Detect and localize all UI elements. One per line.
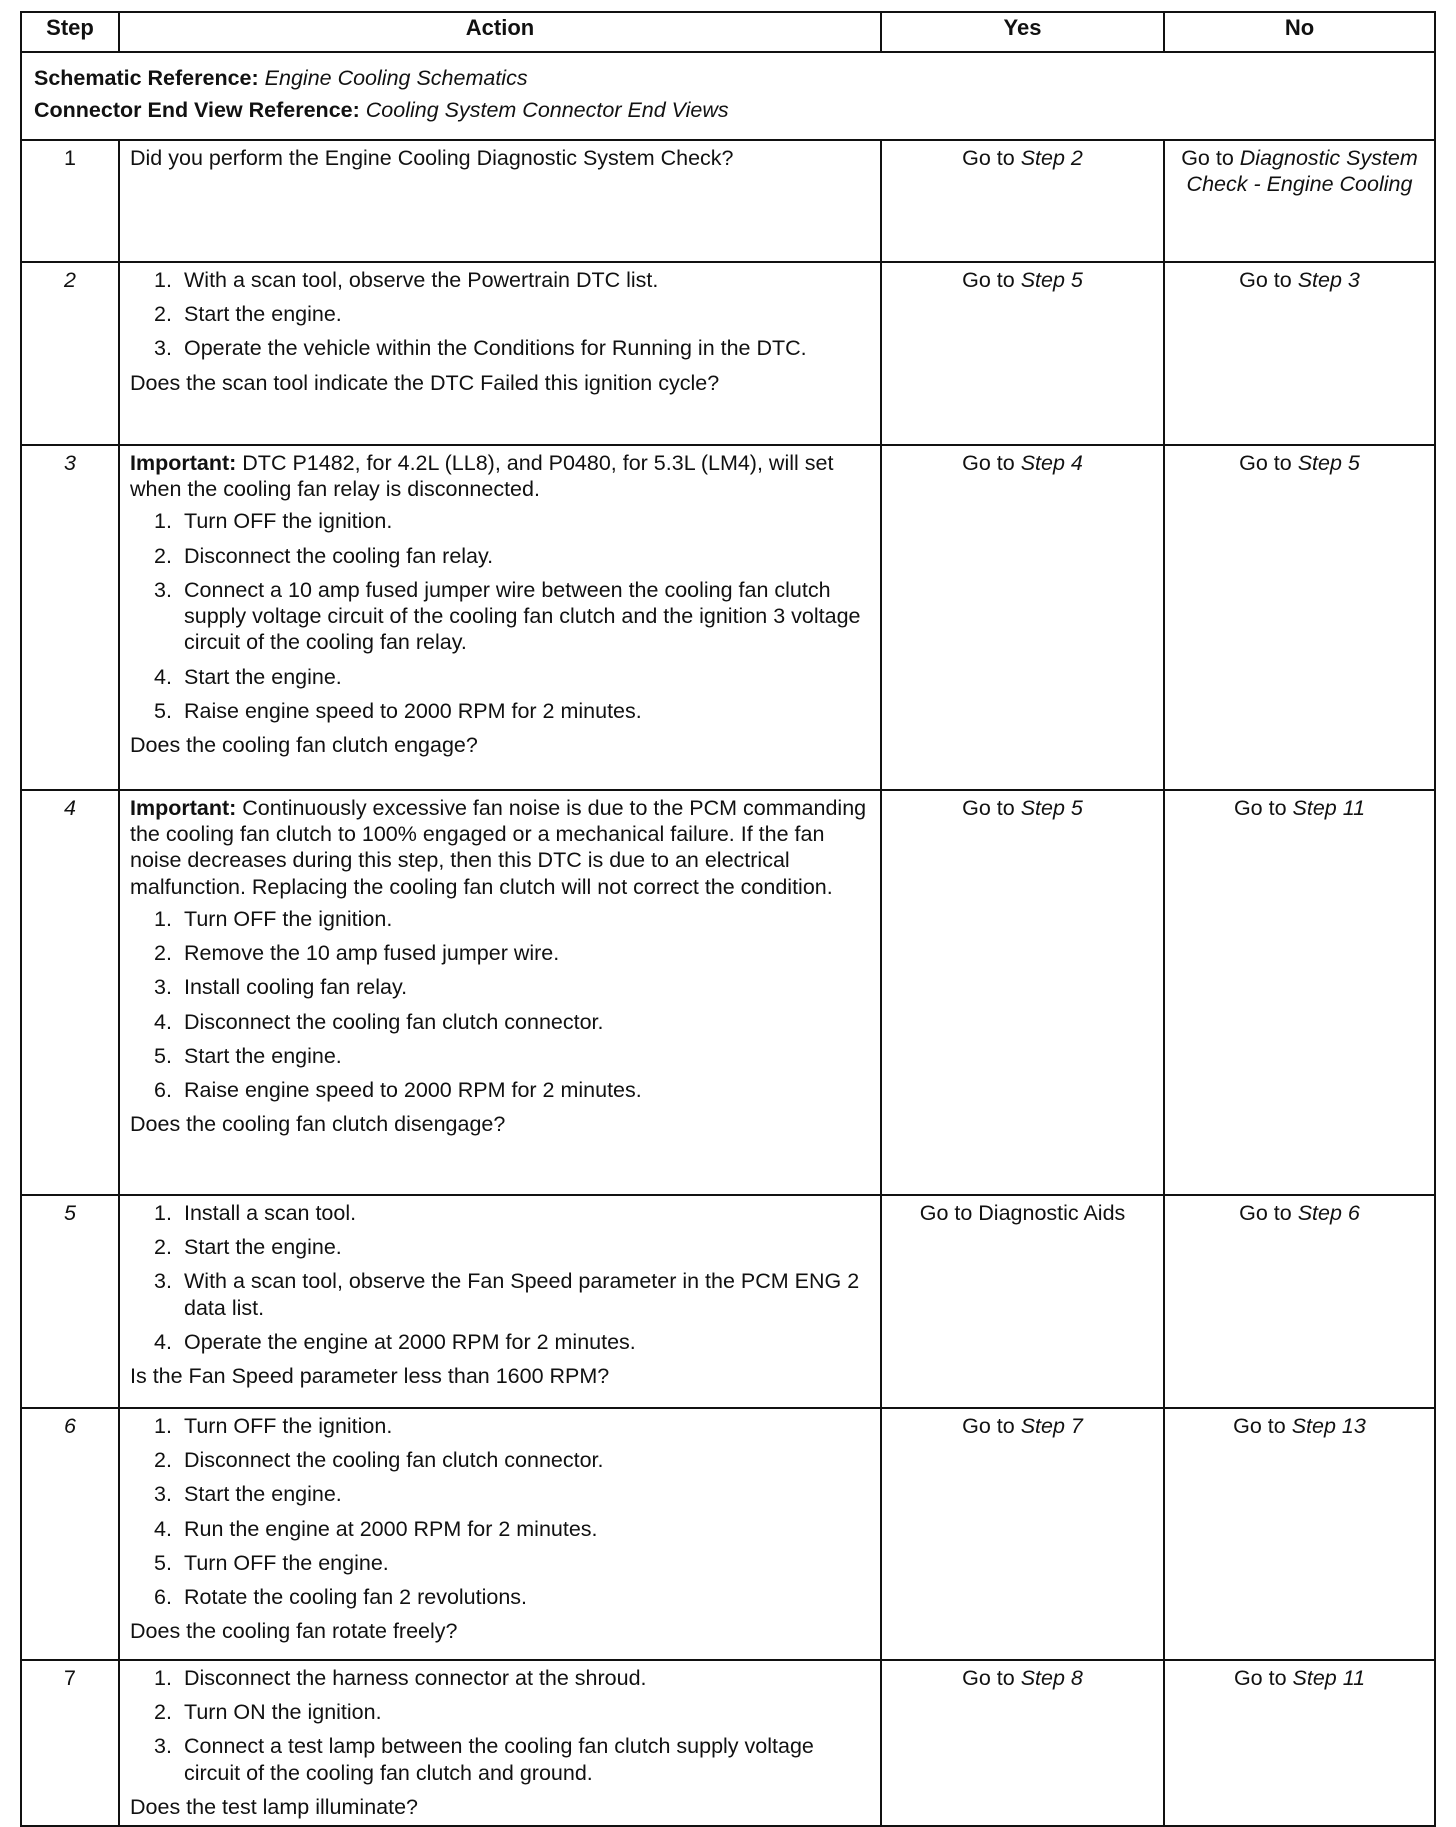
no-prefix: Go to bbox=[1233, 796, 1287, 820]
step-number: 2 bbox=[21, 262, 119, 445]
question-text: Does the test lamp illuminate? bbox=[130, 1794, 419, 1819]
table-row bbox=[21, 1660, 1435, 1826]
yes-target: Step 2 bbox=[1020, 146, 1083, 170]
action-cell bbox=[119, 1660, 881, 1826]
important-label: Important: bbox=[130, 451, 237, 475]
header-yes: Yes bbox=[881, 12, 1164, 52]
no-target: Step 6 bbox=[1297, 1201, 1360, 1225]
list-item: 5. Start the engine. bbox=[154, 1043, 342, 1068]
header-no: No bbox=[1164, 12, 1435, 52]
step-number: 6 bbox=[21, 1408, 119, 1660]
list-item: 3. Connect a test lamp between the cooling fan clutch supply voltage circuit of the cooling fan clutch and ground. bbox=[154, 1734, 814, 1785]
no-cell bbox=[1164, 445, 1435, 790]
list-item: 1. With a scan tool, observe the Powertrain DTC list. bbox=[154, 268, 659, 292]
yes-prefix: Go to bbox=[962, 1414, 1015, 1438]
yes-cell bbox=[881, 1408, 1164, 1660]
connector-reference-value: Cooling System Connector End Views bbox=[365, 98, 729, 122]
list-item: 4. Operate the engine at 2000 RPM for 2 minutes. bbox=[154, 1329, 636, 1354]
step-number: 4 bbox=[21, 790, 119, 1195]
no-cell bbox=[1164, 1660, 1435, 1826]
no-target: Step 11 bbox=[1292, 1666, 1366, 1690]
no-cell bbox=[1164, 262, 1435, 445]
no-prefix: Go to bbox=[1239, 1201, 1292, 1225]
yes-cell bbox=[881, 790, 1164, 1195]
list-item: 1. Disconnect the harness connector at the shroud. bbox=[154, 1666, 647, 1690]
header-action: Action bbox=[119, 12, 881, 52]
diagnostic-table bbox=[20, 11, 1436, 1827]
step-number: 5 bbox=[21, 1195, 119, 1408]
schematic-reference bbox=[34, 65, 1422, 91]
step-number: 7 bbox=[21, 1660, 119, 1826]
reference-cell bbox=[21, 52, 1435, 140]
yes-target: Step 4 bbox=[1020, 451, 1083, 475]
list-item: 4. Disconnect the cooling fan clutch connector. bbox=[154, 1009, 604, 1034]
header-step: Step bbox=[21, 12, 119, 52]
list-item: 2. Start the engine. bbox=[154, 1235, 342, 1260]
no-prefix: Go to bbox=[1239, 451, 1292, 475]
connector-reference bbox=[34, 97, 1422, 123]
table-row bbox=[21, 445, 1435, 790]
instruction-list bbox=[130, 508, 870, 724]
connector-reference-label: Connector End View Reference: bbox=[34, 98, 360, 122]
header-row bbox=[21, 12, 1435, 52]
yes-cell bbox=[881, 262, 1164, 445]
list-item: 3. With a scan tool, observe the Fan Speed parameter in the PCM ENG 2 data list. bbox=[154, 1269, 860, 1320]
list-item: 6. Raise engine speed to 2000 RPM for 2 minutes. bbox=[154, 1077, 642, 1102]
question-text: Does the scan tool indicate the DTC Failed this ignition cycle? bbox=[130, 370, 720, 395]
question-text: Did you perform the Engine Cooling Diagnostic System Check? bbox=[130, 146, 734, 170]
instruction-list bbox=[130, 1413, 870, 1610]
list-item: 1. Turn OFF the ignition. bbox=[154, 1414, 393, 1438]
schematic-reference-value: Engine Cooling Schematics bbox=[264, 65, 528, 90]
list-item: 4. Run the engine at 2000 RPM for 2 minutes. bbox=[154, 1516, 598, 1541]
yes-prefix: Go to bbox=[962, 451, 1015, 475]
list-item: 4. Start the engine. bbox=[154, 664, 342, 689]
list-item: 3. Connect a 10 amp fused jumper wire between the cooling fan clutch supply voltage circuit of the cooling fan clutch and the ignition 3 voltage circuit of the cooling fan relay. bbox=[154, 577, 861, 655]
no-prefix: Go to bbox=[1233, 1666, 1287, 1690]
yes-cell bbox=[881, 1660, 1164, 1826]
no-target: Diagnostic System Check - Engine Cooling bbox=[1186, 146, 1418, 197]
yes-target: Step 8 bbox=[1020, 1666, 1083, 1690]
list-item: 1. Turn OFF the ignition. bbox=[154, 509, 393, 534]
question-text: Is the Fan Speed parameter less than 1600 RPM? bbox=[130, 1364, 610, 1389]
list-item: 1. Install a scan tool. bbox=[154, 1201, 357, 1225]
step-number: 3 bbox=[21, 445, 119, 790]
list-item: 5. Turn OFF the engine. bbox=[154, 1550, 389, 1575]
instruction-list bbox=[130, 267, 870, 362]
action-cell bbox=[119, 790, 881, 1195]
action-cell bbox=[119, 445, 881, 790]
important-text: Continuously excessive fan noise is due to the PCM commanding the cooling fan clutch to 100% engaged or a mechanical failure. If the fan noise decreases during this step, then this DTC is due to an electrical malfunction. Replacing the cooling fan clutch will not correct the condition. bbox=[130, 796, 867, 899]
no-target: Step 13 bbox=[1291, 1414, 1366, 1438]
yes-prefix: Go to Diagnostic Aids bbox=[919, 1201, 1126, 1225]
question-text: Does the cooling fan clutch disengage? bbox=[130, 1112, 506, 1137]
action-cell bbox=[119, 1195, 881, 1408]
yes-cell bbox=[881, 445, 1164, 790]
list-item: 5. Raise engine speed to 2000 RPM for 2 minutes. bbox=[154, 698, 642, 723]
instruction-list bbox=[130, 1200, 870, 1355]
schematic-reference-label: Schematic Reference: bbox=[34, 65, 259, 90]
list-item: 2. Disconnect the cooling fan relay. bbox=[154, 543, 494, 568]
important-label: Important: bbox=[130, 796, 237, 820]
list-item: 3. Install cooling fan relay. bbox=[154, 975, 408, 1000]
list-item: 3. Operate the vehicle within the Conditions for Running in the DTC. bbox=[154, 336, 807, 361]
action-cell bbox=[119, 262, 881, 445]
yes-prefix: Go to bbox=[962, 146, 1015, 170]
no-target: Step 3 bbox=[1297, 268, 1360, 292]
action-cell bbox=[119, 140, 881, 262]
no-prefix: Go to bbox=[1181, 146, 1234, 170]
no-cell bbox=[1164, 140, 1435, 262]
action-cell bbox=[119, 1408, 881, 1660]
list-item: 6. Rotate the cooling fan 2 revolutions. bbox=[154, 1585, 528, 1610]
list-item: 1. Turn OFF the ignition. bbox=[154, 906, 393, 931]
question-text: Does the cooling fan clutch engage? bbox=[130, 732, 478, 757]
table-row bbox=[21, 140, 1435, 262]
no-cell bbox=[1164, 1408, 1435, 1660]
table-row bbox=[21, 262, 1435, 445]
question-text: Does the cooling fan rotate freely? bbox=[130, 1619, 458, 1644]
yes-target: Step 5 bbox=[1020, 796, 1083, 820]
no-target: Step 5 bbox=[1297, 451, 1360, 475]
no-cell bbox=[1164, 1195, 1435, 1408]
yes-prefix: Go to bbox=[962, 796, 1015, 820]
yes-cell bbox=[881, 1195, 1164, 1408]
yes-prefix: Go to bbox=[962, 1666, 1015, 1690]
step-number: 1 bbox=[21, 140, 119, 262]
yes-prefix: Go to bbox=[962, 268, 1015, 292]
no-target: Step 11 bbox=[1292, 796, 1366, 820]
list-item: 2. Turn ON the ignition. bbox=[154, 1700, 382, 1725]
instruction-list bbox=[130, 906, 870, 1103]
no-prefix: Go to bbox=[1239, 268, 1292, 292]
table-row bbox=[21, 1195, 1435, 1408]
no-prefix: Go to bbox=[1233, 1414, 1286, 1438]
table-row bbox=[21, 1408, 1435, 1660]
list-item: 2. Remove the 10 amp fused jumper wire. bbox=[154, 941, 560, 966]
important-note bbox=[130, 795, 870, 900]
instruction-list bbox=[130, 1665, 870, 1786]
no-cell bbox=[1164, 790, 1435, 1195]
important-note bbox=[130, 450, 870, 502]
table-row bbox=[21, 790, 1435, 1195]
yes-cell bbox=[881, 140, 1164, 262]
important-text: DTC P1482, for 4.2L (LL8), and P0480, for 5.3L (LM4), will set when the cooling fan relay is disconnected. bbox=[130, 451, 834, 502]
list-item: 3. Start the engine. bbox=[154, 1482, 342, 1507]
yes-target: Step 5 bbox=[1020, 268, 1083, 292]
yes-target: Step 7 bbox=[1020, 1414, 1083, 1438]
list-item: 2. Disconnect the cooling fan clutch connector. bbox=[154, 1448, 604, 1473]
list-item: 2. Start the engine. bbox=[154, 302, 342, 327]
reference-row bbox=[21, 52, 1435, 140]
